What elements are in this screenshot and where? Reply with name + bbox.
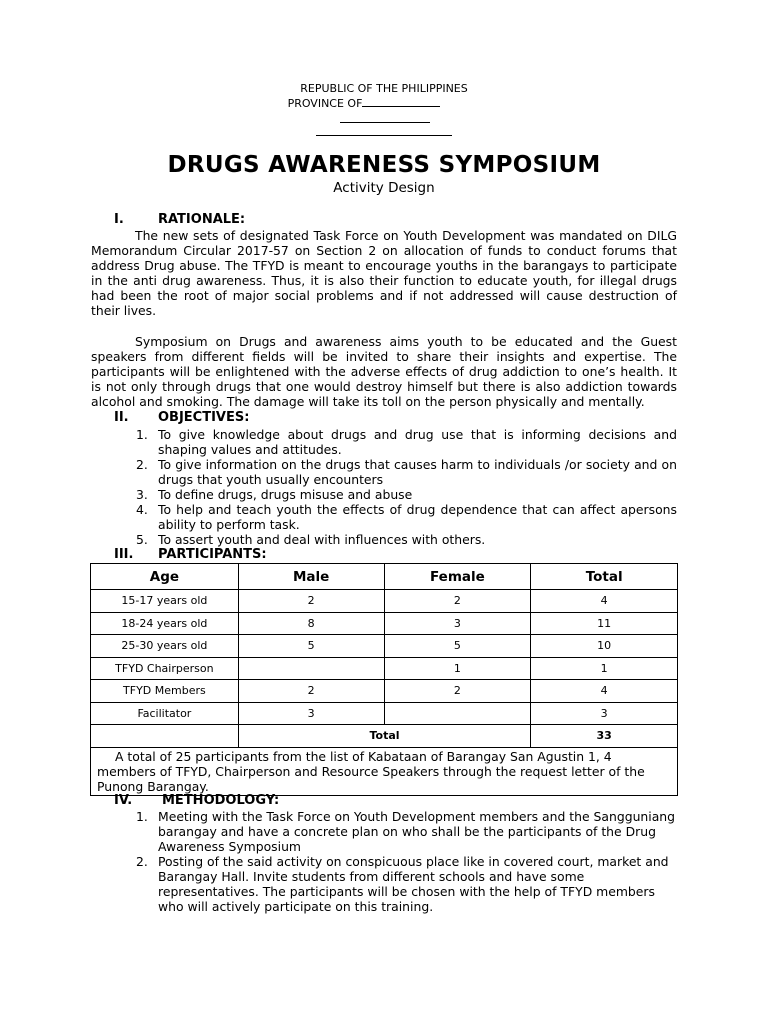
- cell-female: 1: [384, 657, 531, 680]
- table-row: [91, 635, 678, 658]
- cell-age: TFYD Members: [91, 680, 239, 703]
- column-header-total: Total: [531, 564, 678, 590]
- cell-total: 4: [531, 590, 678, 613]
- cell-female: 5: [384, 635, 531, 658]
- header-republic: REPUBLIC OF THE PHILIPPINES: [300, 82, 468, 95]
- objectives-list: [136, 427, 677, 547]
- section-participants-heading: [114, 547, 267, 562]
- section-number: III.: [114, 547, 134, 562]
- section-title: OBJECTIVES:: [158, 410, 250, 425]
- section-number: II.: [114, 410, 129, 425]
- document-title: DRUGS AWARENESS SYMPOSIUM: [167, 152, 601, 178]
- cell-female: 2: [384, 590, 531, 613]
- table-header-row: [91, 564, 678, 590]
- section-title: METHODOLOGY:: [162, 793, 280, 808]
- rationale-paragraph-1: [91, 228, 677, 318]
- section-title: PARTICIPANTS:: [158, 547, 267, 562]
- paragraph-text: Symposium on Drugs and awareness aims youth to be educated and the Guest speakers from different fields will be invited to share their insights and expertise. The participants will be enlightened with the adverse effects of drug addiction to one’s health. It is not only through drugs that one would destroy himself but there is also addiction towards alcohol and smoking. The damage will take its toll on the person physically and mentally.: [91, 334, 677, 409]
- table-row: [91, 657, 678, 680]
- table-row: [91, 702, 678, 725]
- province-blank-line: [362, 96, 440, 107]
- cell-total: 1: [531, 657, 678, 680]
- cell-female: [384, 702, 531, 725]
- column-header-female: Female: [384, 564, 531, 590]
- list-item: 1. Meeting with the Task Force on Youth Development members and the Sangguniang barangay and have a concrete plan on who shall be the participants of the Drug Awareness Symposium: [136, 809, 676, 854]
- cell-total: 3: [531, 702, 678, 725]
- header-blank-line-1: [340, 122, 430, 123]
- cell-female: 2: [384, 680, 531, 703]
- header-blank-line-2: [316, 135, 452, 136]
- header-province-label: PROVINCE OF: [287, 97, 363, 110]
- cell-age: 25-30 years old: [91, 635, 239, 658]
- table-row: [91, 590, 678, 613]
- table-row: [91, 680, 678, 703]
- cell-male: 8: [238, 612, 384, 635]
- list-item: 1. To give knowledge about drugs and drug use that is informing decisions and shaping values and attitudes.: [136, 427, 677, 457]
- cell-age: Facilitator: [91, 702, 239, 725]
- column-header-age: Age: [91, 564, 239, 590]
- list-item: 5. To assert youth and deal with influences with others.: [136, 532, 486, 547]
- section-objectives-heading: [114, 410, 249, 425]
- list-item: 3. To define drugs, drugs misuse and abuse: [136, 487, 413, 502]
- cell-male: 3: [238, 702, 384, 725]
- rationale-paragraph-2: [91, 334, 677, 409]
- section-title: RATIONALE:: [158, 212, 246, 227]
- cell-male: 2: [238, 590, 384, 613]
- document-subtitle: Activity Design: [333, 180, 435, 196]
- cell-male: 5: [238, 635, 384, 658]
- table-note-row: [91, 747, 678, 795]
- list-item: 2. To give information on the drugs that causes harm to individuals /or society and on drugs that youth usually encounters: [136, 457, 677, 487]
- cell-male: [238, 657, 384, 680]
- list-item: 2. Posting of the said activity on conspicuous place like in covered court, market and Barangay Hall. Invite students from different schools and have some representatives. The participants will be chosen with the help of TFYD members who will actively participate on this training.: [136, 854, 669, 914]
- column-header-male: Male: [238, 564, 384, 590]
- total-label: Total: [238, 725, 530, 748]
- participants-note: A total of 25 participants from the list of Kabataan of Barangay San Agustin 1, 4 members of TFYD, Chairperson and Resource Speakers through the request letter of the Punong Barangay.: [91, 747, 678, 795]
- cell-age: 15-17 years old: [91, 590, 239, 613]
- section-number: I.: [114, 212, 124, 227]
- cell-total: 11: [531, 612, 678, 635]
- participants-table: [90, 563, 678, 796]
- cell-empty: [91, 725, 239, 748]
- section-methodology-heading: [114, 793, 279, 808]
- methodology-list: [136, 809, 677, 914]
- total-value: 33: [531, 725, 678, 748]
- section-rationale-heading: [114, 212, 245, 227]
- cell-male: 2: [238, 680, 384, 703]
- cell-total: 4: [531, 680, 678, 703]
- table-total-row: [91, 725, 678, 748]
- table-row: [91, 612, 678, 635]
- list-item: 4. To help and teach youth the effects of drug dependence that can affect apersons ability to perform task.: [136, 502, 677, 532]
- cell-total: 10: [531, 635, 678, 658]
- cell-female: 3: [384, 612, 531, 635]
- cell-age: 18-24 years old: [91, 612, 239, 635]
- paragraph-text: The new sets of designated Task Force on Youth Development was mandated on DILG Memorandum Circular 2017-57 on Section 2 on allocation of funds to conduct forums that address Drug abuse. The TFYD is meant to encourage youths in the barangays to participate in the anti drug awareness. Thus, it is also their function to educate youth, for illegal drugs had been the root of major social problems and if not addressed will cause destruction of their lives.: [91, 228, 677, 318]
- section-number: IV.: [114, 793, 133, 808]
- header-province: [0, 96, 748, 111]
- cell-age: TFYD Chairperson: [91, 657, 239, 680]
